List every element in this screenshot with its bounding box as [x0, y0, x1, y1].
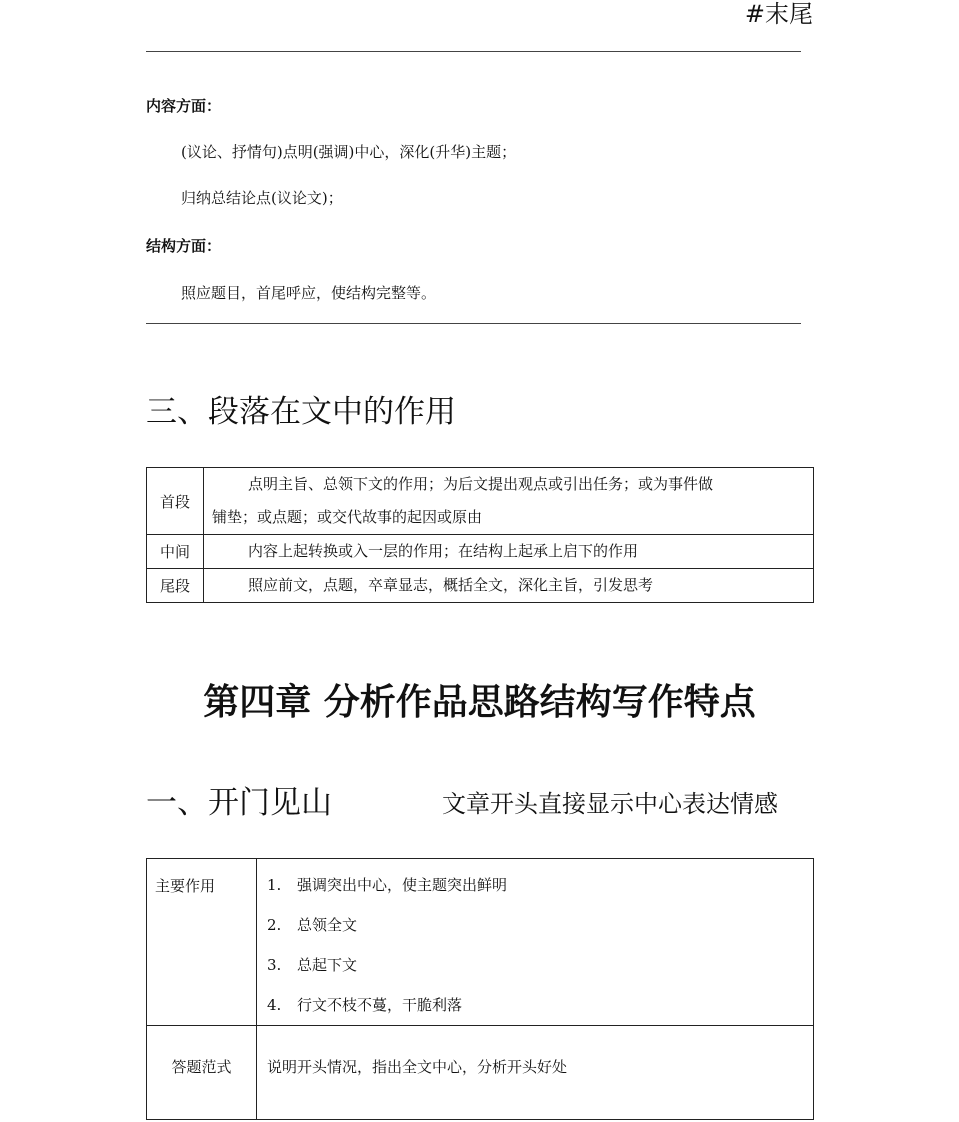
- section-one-subtitle: 文章开头直接显示中心表达情感: [442, 790, 778, 818]
- list-item-number: 2.: [267, 916, 282, 934]
- list-item-text: 强调突出中心，使主题突出鲜明: [297, 876, 508, 894]
- answer-format-label: 答题范式: [147, 1026, 257, 1120]
- list-item-text: 总领全文: [297, 916, 358, 934]
- content-line-1: (议论、抒情句)点明(强调)中心，深化(升华)主题；: [181, 143, 517, 161]
- table-row: [147, 1026, 814, 1120]
- content-line-2: 归纳总结论点(议论文)；: [181, 189, 343, 207]
- row-text-middle: [204, 535, 814, 569]
- dashed-divider-top: [146, 51, 801, 52]
- row-text-first: [204, 468, 814, 535]
- dashed-divider-bottom: [146, 323, 801, 324]
- list-item-text: 行文不枝不蔓，干脆利落: [297, 996, 463, 1014]
- section-one-title: 一、开门见山: [146, 785, 332, 821]
- list-item: [267, 865, 813, 905]
- row-text-first-line1: 点明主旨、总领下文的作用；为后文提出观点或引出任务；或为事件做: [248, 475, 714, 493]
- list-item-text: 总起下文: [297, 956, 358, 974]
- content-aspect-label: 内容方面：: [146, 97, 222, 115]
- table-row: [147, 535, 814, 569]
- table-row: [147, 569, 814, 603]
- row-label-last: 尾段: [147, 569, 204, 603]
- row-label-middle: 中间: [147, 535, 204, 569]
- table-row: [147, 859, 814, 1026]
- list-item: [267, 985, 813, 1025]
- row-text-last: [204, 569, 814, 603]
- list-item-number: 4.: [267, 996, 282, 1014]
- structure-aspect-label: 结构方面：: [146, 237, 222, 255]
- section-heading-three: 三、段落在文中的作用: [146, 394, 456, 430]
- opening-effect-table: [146, 858, 814, 1120]
- row-text-last-line: 照应前文，点题，卒章显志，概括全文，深化主旨，引发思考: [248, 576, 654, 594]
- list-item-number: 1.: [267, 876, 282, 894]
- paragraph-role-table: [146, 467, 814, 603]
- row-text-middle-line: 内容上起转换或入一层的作用；在结构上起承上启下的作用: [248, 542, 639, 560]
- row-label-first: 首段: [147, 468, 204, 535]
- table-row: [147, 468, 814, 535]
- row-text-first-line2: 铺垫；或点题；或交代故事的起因或原由: [212, 508, 483, 526]
- chapter-title: 第四章 分析作品思路结构写作特点: [203, 682, 756, 723]
- page-tag: #末尾: [744, 0, 813, 28]
- main-effect-list: [257, 859, 814, 1026]
- main-effect-label: 主要作用: [147, 859, 257, 1026]
- list-item-number: 3.: [267, 956, 282, 974]
- structure-line-1: 照应题目，首尾呼应，使结构完整等。: [181, 284, 437, 302]
- list-item: [267, 905, 813, 945]
- list-item: [267, 945, 813, 985]
- answer-format-text: 说明开头情况，指出全文中心，分析开头好处: [257, 1026, 814, 1120]
